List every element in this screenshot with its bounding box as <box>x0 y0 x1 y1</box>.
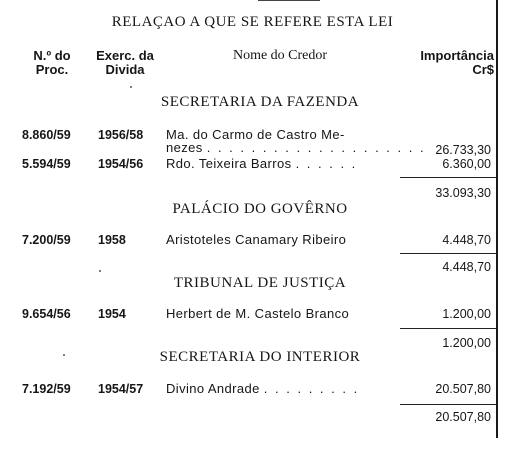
entry-exerc: 1954/57 <box>98 382 144 396</box>
print-speck <box>99 270 101 272</box>
section-total: 33.093,30 <box>435 186 491 200</box>
entry-proc: 7.200/59 <box>22 233 71 247</box>
section-total: 20.507,80 <box>435 410 491 424</box>
header-importancia-line2: Cr$ <box>472 62 494 77</box>
section-title-fazenda: SECRETARIA DA FAZENDA <box>160 94 360 110</box>
section-title-interior: SECRETARIA DO INTERIOR <box>159 349 361 365</box>
entry-amount: 6.360,00 <box>442 157 491 171</box>
section-title-palacio: PALÁCIO DO GOVÊRNO <box>172 201 348 217</box>
total-rule <box>400 404 496 405</box>
entry-name <box>166 381 359 396</box>
header-importancia-line1: Importância <box>420 48 494 63</box>
entry-name-line1: Divino Andrade <box>166 381 260 396</box>
section-title-tribunal: TRIBUNAL DE JUSTIÇA <box>173 275 347 291</box>
leader-dots: . . . . . . <box>295 156 358 171</box>
total-rule <box>400 328 496 329</box>
total-rule <box>400 253 496 254</box>
entry-exerc: 1958 <box>98 233 126 247</box>
entry-proc: 5.594/59 <box>22 157 71 171</box>
leader-dots: . . . . . . . . . . . . . . . . . . . . <box>206 140 426 155</box>
section-total: 4.448,70 <box>442 260 491 274</box>
page-title: RELAÇAO A QUE SE REFERE ESTA LEI <box>111 14 394 30</box>
entry-proc: 8.860/59 <box>22 128 71 142</box>
total-rule <box>400 177 496 178</box>
entry-name-continued <box>166 140 426 155</box>
header-importancia <box>398 49 494 77</box>
entry-amount: 26.733,30 <box>435 143 491 157</box>
header-proc-line2: Proc. <box>35 62 69 77</box>
entry-exerc: 1956/58 <box>98 128 144 142</box>
entry-name: Ma. do Carmo de Castro Me- <box>166 127 345 142</box>
entry-exerc: 1954 <box>98 307 126 321</box>
header-proc <box>16 49 88 77</box>
header-nome: Nome do Credor <box>232 48 328 63</box>
entry-amount: 20.507,80 <box>435 382 491 396</box>
column-rule <box>496 0 498 438</box>
print-speck <box>130 86 132 88</box>
entry-name: Aristoteles Canamary Ribeiro <box>166 232 347 247</box>
header-exerc <box>88 49 162 77</box>
header-exerc-line2: Divida <box>105 62 145 77</box>
entry-amount: 4.448,70 <box>442 233 491 247</box>
entry-proc: 7.192/59 <box>22 382 71 396</box>
top-rule <box>258 0 320 1</box>
leader-dots: . . . . . . . . . <box>263 381 360 396</box>
entry-proc: 9.654/56 <box>22 307 71 321</box>
entry-amount: 1.200,00 <box>442 307 491 321</box>
section-total: 1.200,00 <box>442 336 491 350</box>
header-exerc-line1: Exerc. da <box>96 48 154 63</box>
entry-name: Herbert de M. Castelo Branco <box>166 306 350 321</box>
entry-name-line1: Rdo. Teixeira Barros <box>166 156 292 171</box>
header-proc-line1: N.º do <box>33 48 71 63</box>
entry-name-line2: nezes <box>166 140 203 155</box>
entry-name <box>166 156 357 171</box>
entry-exerc: 1954/56 <box>98 157 144 171</box>
